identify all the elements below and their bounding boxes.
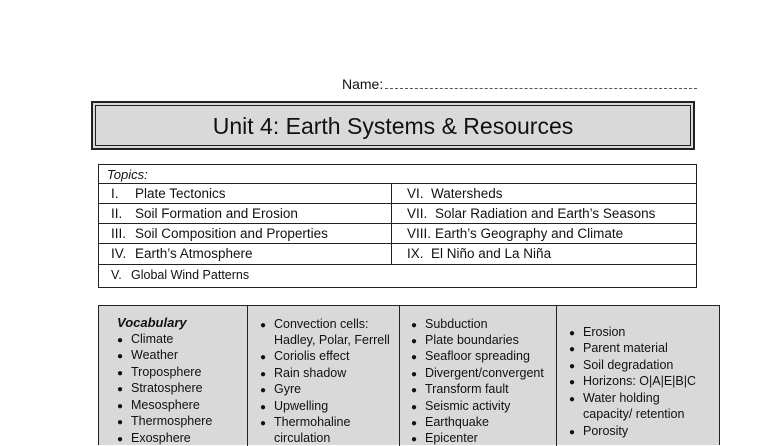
list-item: ● Transform fault [411, 382, 509, 396]
list-item: ● Erosion [569, 325, 626, 339]
title-box [91, 101, 695, 150]
topic-item: VIII. Earth’s Geography and Climate [407, 226, 624, 241]
topic-item: I. Plate Tectonics [111, 186, 226, 201]
list-item: ● Thermosphere [117, 414, 213, 428]
vocab-column-3 [399, 306, 556, 446]
list-item: ● Thermohaline [260, 415, 351, 429]
list-item: ● Earthquake [411, 415, 489, 429]
topics-row [99, 243, 696, 262]
vocab-column-2 [247, 306, 399, 446]
list-item: ● Soil degradation [569, 358, 674, 372]
list-item: ● Water holding [569, 391, 660, 405]
topic-item: V. Global Wind Patterns [111, 268, 250, 282]
list-item: ● Plate boundaries [411, 333, 519, 347]
list-item-continued: Hadley, Polar, Ferrell [274, 333, 390, 347]
topic-item: VII. Solar Radiation and Earth’s Seasons [407, 206, 656, 221]
list-item: ● Exosphere [117, 431, 191, 445]
name-label: Name: [342, 76, 384, 92]
topic-item: VI. Watersheds [407, 186, 503, 201]
list-item: ● Seismic activity [411, 399, 511, 413]
vocabulary-header: Vocabulary [117, 315, 187, 330]
topics-row [99, 223, 696, 242]
list-item: ● Troposphere [117, 365, 202, 379]
topic-item: IV. Earth’s Atmosphere [111, 246, 253, 261]
vocab-column-4 [556, 306, 721, 446]
page-title: Unit 4: Earth Systems & Resources [212, 113, 574, 139]
topics-row [99, 203, 696, 222]
list-item: ● Rain shadow [260, 366, 347, 380]
topics-row [99, 183, 696, 202]
list-item: ● Mesosphere [117, 398, 200, 412]
list-item: ● Climate [117, 332, 174, 346]
list-item-continued: circulation [274, 431, 331, 445]
list-item: ● Porosity [569, 424, 629, 438]
list-item: ● Convection cells: [260, 317, 369, 331]
name-field[interactable] [342, 76, 697, 92]
topics-row [99, 264, 696, 288]
list-item: ● Upwelling [260, 399, 329, 413]
list-item: ● Parent material [569, 341, 668, 355]
list-item: ● Stratosphere [117, 381, 203, 395]
list-item: ● Divergent/convergent [411, 366, 544, 380]
list-item: ● Horizons: O|A|E|B|C [569, 374, 697, 388]
list-item: ● Gyre [260, 382, 302, 396]
list-item: ● Subduction [411, 317, 488, 331]
vocabulary-table [98, 305, 720, 445]
vocab-column-1 [99, 306, 247, 446]
topics-header: Topics: [107, 167, 148, 182]
list-item: ● Weather [117, 348, 179, 362]
list-item: ● Seafloor spreading [411, 349, 530, 363]
list-item: ● Coriolis effect [260, 349, 350, 363]
topic-item: III. Soil Composition and Properties [111, 226, 328, 241]
topics-table [98, 164, 697, 288]
list-item: ● Epicenter [411, 431, 478, 445]
topic-item: IX. El Niño and La Niña [407, 246, 552, 261]
name-blank-line[interactable] [385, 78, 697, 89]
topic-item: II. Soil Formation and Erosion [111, 206, 298, 221]
list-item-continued: capacity/ retention [583, 407, 685, 421]
